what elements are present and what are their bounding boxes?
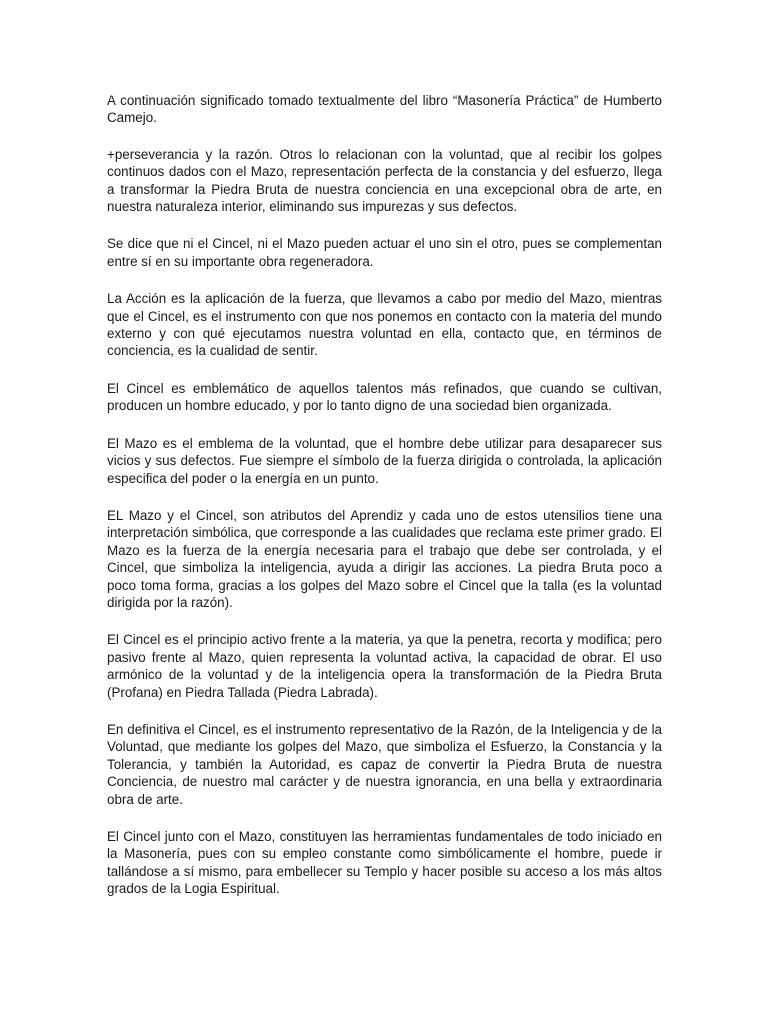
paragraph-principio-activo: El Cincel es el principio activo frente a la materia, ya que la penetra, recorta y modifica; pero pasivo frente al Mazo, quien representa la voluntad activa, la capacidad de obrar. El uso armónico de la voluntad y de la inteligencia opera la transformación de la Piedra Bruta (Profana) en Piedra Tallada (Piedra Labrada). — [107, 632, 662, 700]
paragraph-herramientas: El Cincel junto con el Mazo, constituyen las herramientas fundamentales de todo iniciado en la Masonería, pues con su empleo constante como simbólicamente el hombre, puede ir tallándose a sí mismo, para embellecer su Templo y hacer posible su acceso a los más altos grados de la Logia Espiritual. — [107, 829, 662, 897]
paragraph-intro: A continuación significado tomado textualmente del libro “Masonería Práctica” de Humberto Camejo. — [107, 93, 662, 126]
paragraph-mazo-emblema: El Mazo es el emblema de la voluntad, que el hombre debe utilizar para desaparecer sus vicios y sus defectos. Fue siempre el símbolo de la fuerza dirigida o controlada, la aplicación especifica del poder o la energía en un punto. — [107, 435, 662, 486]
paragraph-accion: La Acción es la aplicación de la fuerza, que llevamos a cabo por medio del Mazo, mientras que el Cincel, es el instrumento con que nos ponemos en contacto con la materia del mundo externo y con qué ejecutamos nuestra voluntad en ella, contacto que, en términos de conciencia, es la cualidad de sentir. — [107, 291, 662, 359]
paragraph-perseverancia: +perseverancia y la razón. Otros lo relacionan con la voluntad, que al recibir los golpes continuos dados con el Mazo, representación perfecta de la constancia y del esfuerzo, llega a transformar la Piedra Bruta de nuestra conciencia en una excepcional obra de arte, en nuestra naturaleza interior, eliminando sus impurezas y sus defectos. — [107, 146, 662, 215]
paragraph-complementan: Se dice que ni el Cincel, ni el Mazo pueden actuar el uno sin el otro, pues se complementan entre sí en su importante obra regeneradora. — [107, 236, 662, 269]
document-body — [107, 92, 662, 918]
paragraph-atributos-aprendiz: EL Mazo y el Cincel, son atributos del Aprendiz y cada uno de estos utensilios tiene una interpretación simbólica, que corresponde a las cualidades que reclama este primer grado. El Mazo es la fuerza de la energía necesaria para el trabajo que debe ser controlada, y el Cincel, que simboliza la inteligencia, ayuda a dirigir las acciones. La piedra Bruta poco a poco toma forma, gracias a los golpes del Mazo sobre el Cincel que la talla (es la voluntad dirigida por la razón). — [107, 507, 662, 610]
paragraph-en-definitiva: En definitiva el Cincel, es el instrumento representativo de la Razón, de la Inteligencia y de la Voluntad, que mediante los golpes del Mazo, que simboliza el Esfuerzo, la Constancia y la Tolerancia, y también la Autoridad, es capaz de convertir la Piedra Bruta de nuestra Conciencia, de nuestro mal carácter y de nuestra ignorancia, en una bella y extraordinaria obra de arte. — [107, 721, 662, 807]
paragraph-cincel-emblematico: El Cincel es emblemático de aquellos talentos más refinados, que cuando se cultivan, producen un hombre educado, y por lo tanto digno de una sociedad bien organizada. — [107, 380, 662, 414]
